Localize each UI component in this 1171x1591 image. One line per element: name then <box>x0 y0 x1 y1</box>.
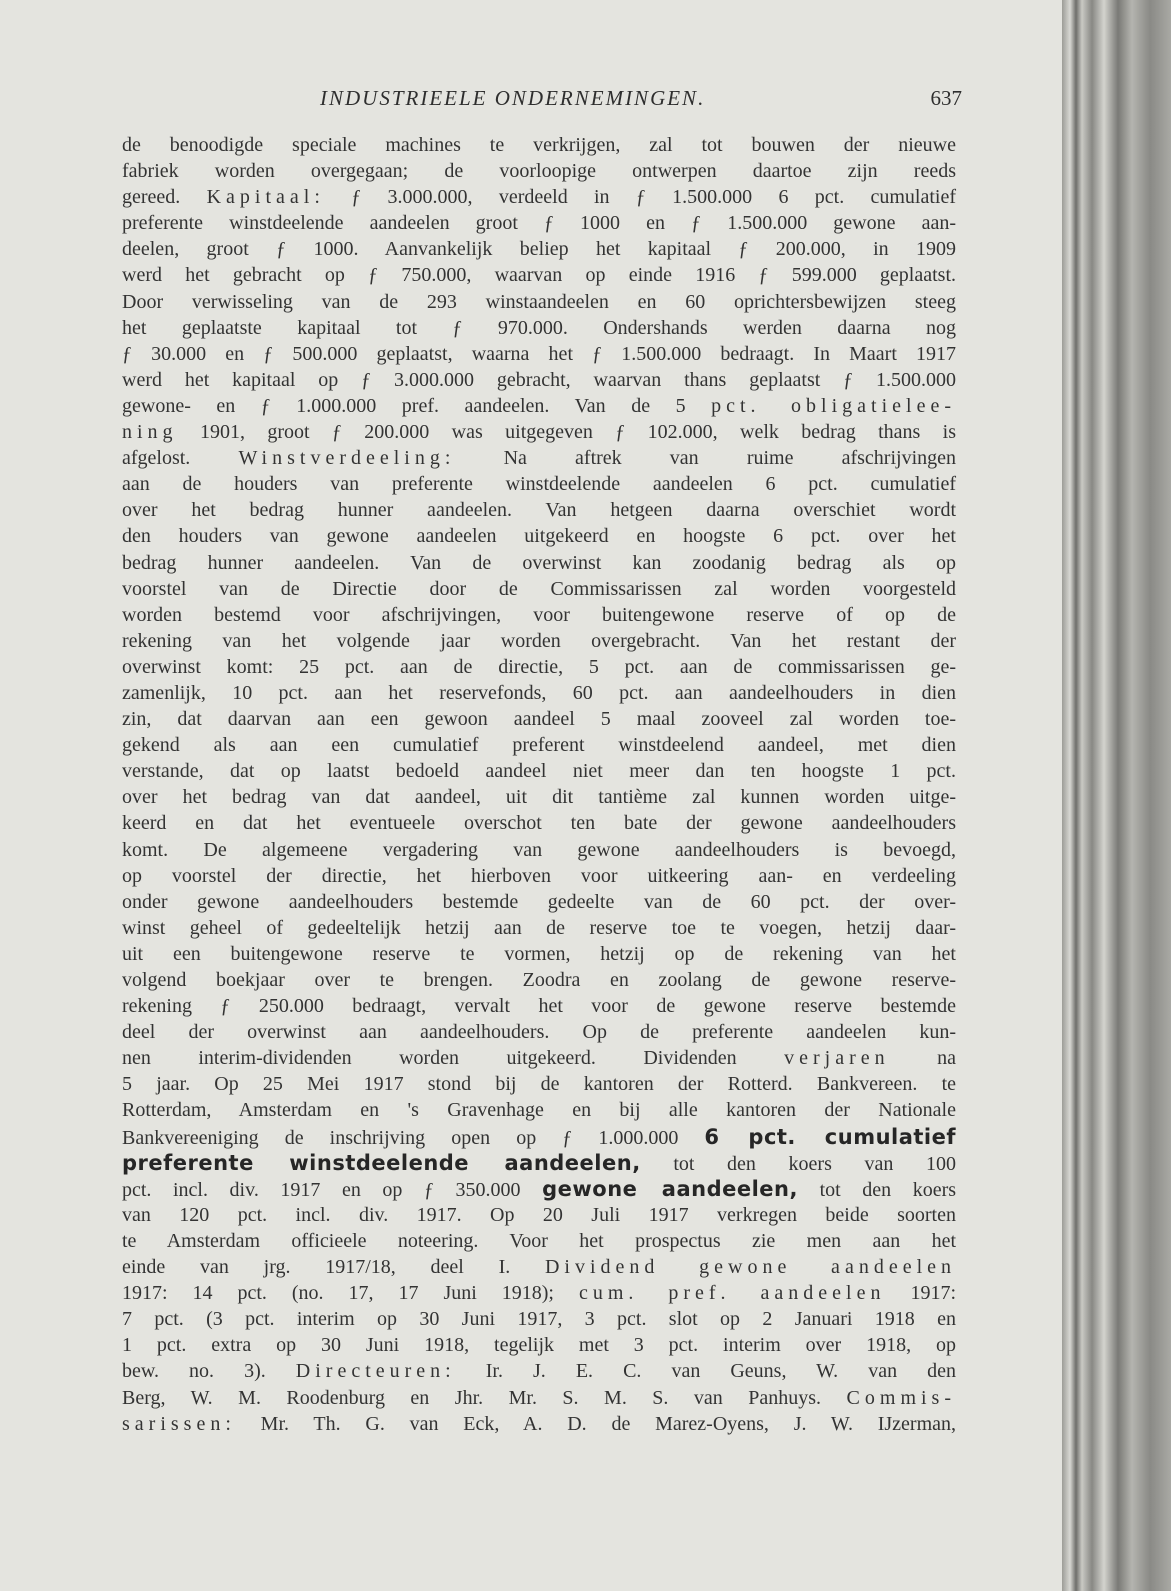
book-page-edges <box>1062 0 1171 1591</box>
bold-emphasis: preferente winstdeelende aandeelen, <box>122 1150 641 1175</box>
text-line: van 120 pct. incl. div. 1917. Op 20 Juli 1917 verkregen beide soorten <box>122 1203 956 1226</box>
text-line: Berg, W. M. Roodenburg en Jhr. Mr. S. M. S. van Panhuys. Commis- <box>122 1386 956 1409</box>
spaced-heading-dividend: Dividend gewone aandeelen <box>544 1256 957 1279</box>
page-header <box>130 86 962 116</box>
text-line: het geplaatste kapitaal tot ƒ 970.000. Ondershands werden daarna nog <box>122 316 956 339</box>
text-line: Bankvereeniging de inschrijving open op ƒ 1.000.000 6 pct. cumulatief <box>122 1124 957 1149</box>
text-line: deelen, groot ƒ 1000. Aanvankelijk beliep het kapitaal ƒ 200.000, in 1909 <box>122 238 956 261</box>
bold-emphasis: 6 pct. cumulatief <box>704 1124 957 1149</box>
text-line: voorstel van de Directie door de Commissarissen zal worden voorgesteld <box>122 577 956 600</box>
text-line: keerd en dat het eventueele overschot ten bate der gewone aandeelhouders <box>122 812 956 835</box>
text-line: einde van jrg. 1917/18, deel I. Dividend gewone aandeelen <box>122 1256 957 1279</box>
text-line: zamenlijk, 10 pct. aan het reservefonds, 60 pct. aan aandeelhouders in dien <box>122 681 956 704</box>
text-line: uit een buitengewone reserve te vormen, hetzij op de rekening van het <box>122 942 956 965</box>
text-line: nen interim-dividenden worden uitgekeerd. Dividenden verjaren na <box>122 1047 956 1070</box>
spaced-heading-kapitaal: Kapitaal: <box>206 186 325 209</box>
text-line: bedrag hunner aandeelen. Van de overwinst kan zoodanig bedrag als op <box>122 551 956 574</box>
running-title: INDUSTRIEELE ONDERNEMINGEN. <box>320 86 706 110</box>
text-line: gekend als aan een cumulatief preferent winstdeelend aandeel, met dien <box>122 734 956 757</box>
text-line: gereed. Kapitaal: ƒ 3.000.000, verdeeld in ƒ 1.500.000 6 pct. cumulatief <box>122 186 957 209</box>
spaced-heading-verjaren: verjaren <box>784 1047 890 1070</box>
text-line: werd het kapitaal op ƒ 3.000.000 gebracht, waarvan thans geplaatst ƒ 1.500.000 <box>122 368 956 391</box>
text-line: worden bestemd voor afschrijvingen, voor buitengewone reserve of op de <box>122 603 956 626</box>
text-line: overwinst komt: 25 pct. aan de directie, 5 pct. aan de commissarissen ge- <box>122 655 956 678</box>
spaced-heading-obligatielening: pct. obligatielee- <box>711 394 957 417</box>
text-line: ƒ 30.000 en ƒ 500.000 geplaatst, waarna het ƒ 1.500.000 bedraagt. In Maart 1917 <box>122 342 956 365</box>
text-line: over het bedrag van dat aandeel, uit dit tantième zal kunnen worden uitge- <box>122 786 956 809</box>
text-line: 1917: 14 pct. (no. 17, 17 Juni 1918); cum. pref. aandeelen 1917: <box>122 1282 956 1305</box>
text-line: deel der overwinst aan aandeelhouders. Op de preferente aandeelen kun- <box>122 1021 956 1044</box>
spaced-heading-commissarissen: Commis- <box>846 1386 956 1409</box>
text-line: afgelost. Winstverdeeling: Na aftrek van ruime afschrijvingen <box>122 447 957 470</box>
text-line: onder gewone aandeelhouders bestemde gedeelte van de 60 pct. der over- <box>122 890 956 913</box>
spaced-heading-cum-pref: cum. pref. aandeelen <box>578 1282 886 1305</box>
text-line: zin, dat daarvan aan een gewoon aandeel 5 maal zooveel zal worden toe- <box>122 708 956 731</box>
page-number: 637 <box>930 86 962 110</box>
text-line: pct. incl. div. 1917 en op ƒ 350.000 gewone aandeelen, tot den koers <box>122 1176 957 1201</box>
text-line: rekening van het volgende jaar worden overgebracht. Van het restant der <box>122 629 956 652</box>
text-line: werd het gebracht op ƒ 750.000, waarvan op einde 1916 ƒ 599.000 geplaatst. <box>122 264 956 287</box>
text-line: volgend boekjaar over te brengen. Zoodra en zoolang de gewone reserve- <box>122 969 956 991</box>
text-line: te Amsterdam officieele noteering. Voor het prospectus zie men aan het <box>122 1229 956 1252</box>
text-line: bew. no. 3). Directeuren: Ir. J. E. C. van Geuns, W. van den <box>122 1360 956 1383</box>
text-line: sarissen: Mr. Th. G. van Eck, A. D. de Marez-Oyens, J. W. IJzerman, <box>122 1412 956 1435</box>
text-line: de benoodigde speciale machines te verkrijgen, zal tot bouwen der nieuwe <box>122 134 956 156</box>
text-line: preferente winstdeelende aandeelen, tot den koers van 100 <box>122 1150 957 1175</box>
text-line: over het bedrag hunner aandeelen. Van hetgeen daarna overschiet wordt <box>122 499 956 522</box>
text-line: rekening ƒ 250.000 bedraagt, vervalt het voor de gewone reserve bestemde <box>122 995 956 1018</box>
text-line: ning 1901, groot ƒ 200.000 was uitgegeven ƒ 102.000, welk bedrag thans is <box>122 421 957 444</box>
text-line: fabriek worden overgegaan; de voorloopige ontwerpen daartoe zijn reeds <box>122 160 956 183</box>
text-line: den houders van gewone aandeelen uitgekeerd en hoogste 6 pct. over het <box>122 525 956 548</box>
spaced-heading-winstverdeeling: Winstverdeeling: <box>238 447 456 470</box>
text-line: gewone- en ƒ 1.000.000 pref. aandeelen. Van de 5 pct. obligatielee- <box>122 394 957 417</box>
text-line: Door verwisseling van de 293 winstaandeelen en 60 oprichtersbewijzen steeg <box>122 290 956 313</box>
text-line: 5 jaar. Op 25 Mei 1917 stond bij de kantoren der Rotterd. Bankvereen. te <box>122 1073 956 1096</box>
text-line: 1 pct. extra op 30 Juni 1918, tegelijk met 3 pct. interim over 1918, op <box>122 1334 956 1357</box>
text-line: Rotterdam, Amsterdam en 's Gravenhage en bij alle kantoren der Nationale <box>122 1099 956 1122</box>
spaced-heading-directeuren: Directeuren: <box>295 1360 456 1383</box>
bold-emphasis: gewone aandeelen, <box>542 1176 798 1201</box>
text-line: 7 pct. (3 pct. interim op 30 Juni 1917, 3 pct. slot op 2 Januari 1918 en <box>122 1308 956 1331</box>
text-line: preferente winstdeelende aandeelen groot ƒ 1000 en ƒ 1.500.000 gewone aan- <box>122 212 956 235</box>
text-line: aan de houders van preferente winstdeelende aandeelen 6 pct. cumulatief <box>122 473 956 496</box>
body-text <box>122 132 956 1437</box>
text-line: komt. De algemeene vergadering van gewone aandeelhouders is bevoegd, <box>122 838 956 861</box>
text-line: winst geheel of gedeeltelijk hetzij aan de reserve toe te voegen, hetzij daar- <box>122 916 956 939</box>
text-line: op voorstel der directie, het hierboven voor uitkeering aan- en verdeeling <box>122 864 956 887</box>
text-line: verstande, dat op laatst bedoeld aandeel niet meer dan ten hoogste 1 pct. <box>122 760 956 783</box>
